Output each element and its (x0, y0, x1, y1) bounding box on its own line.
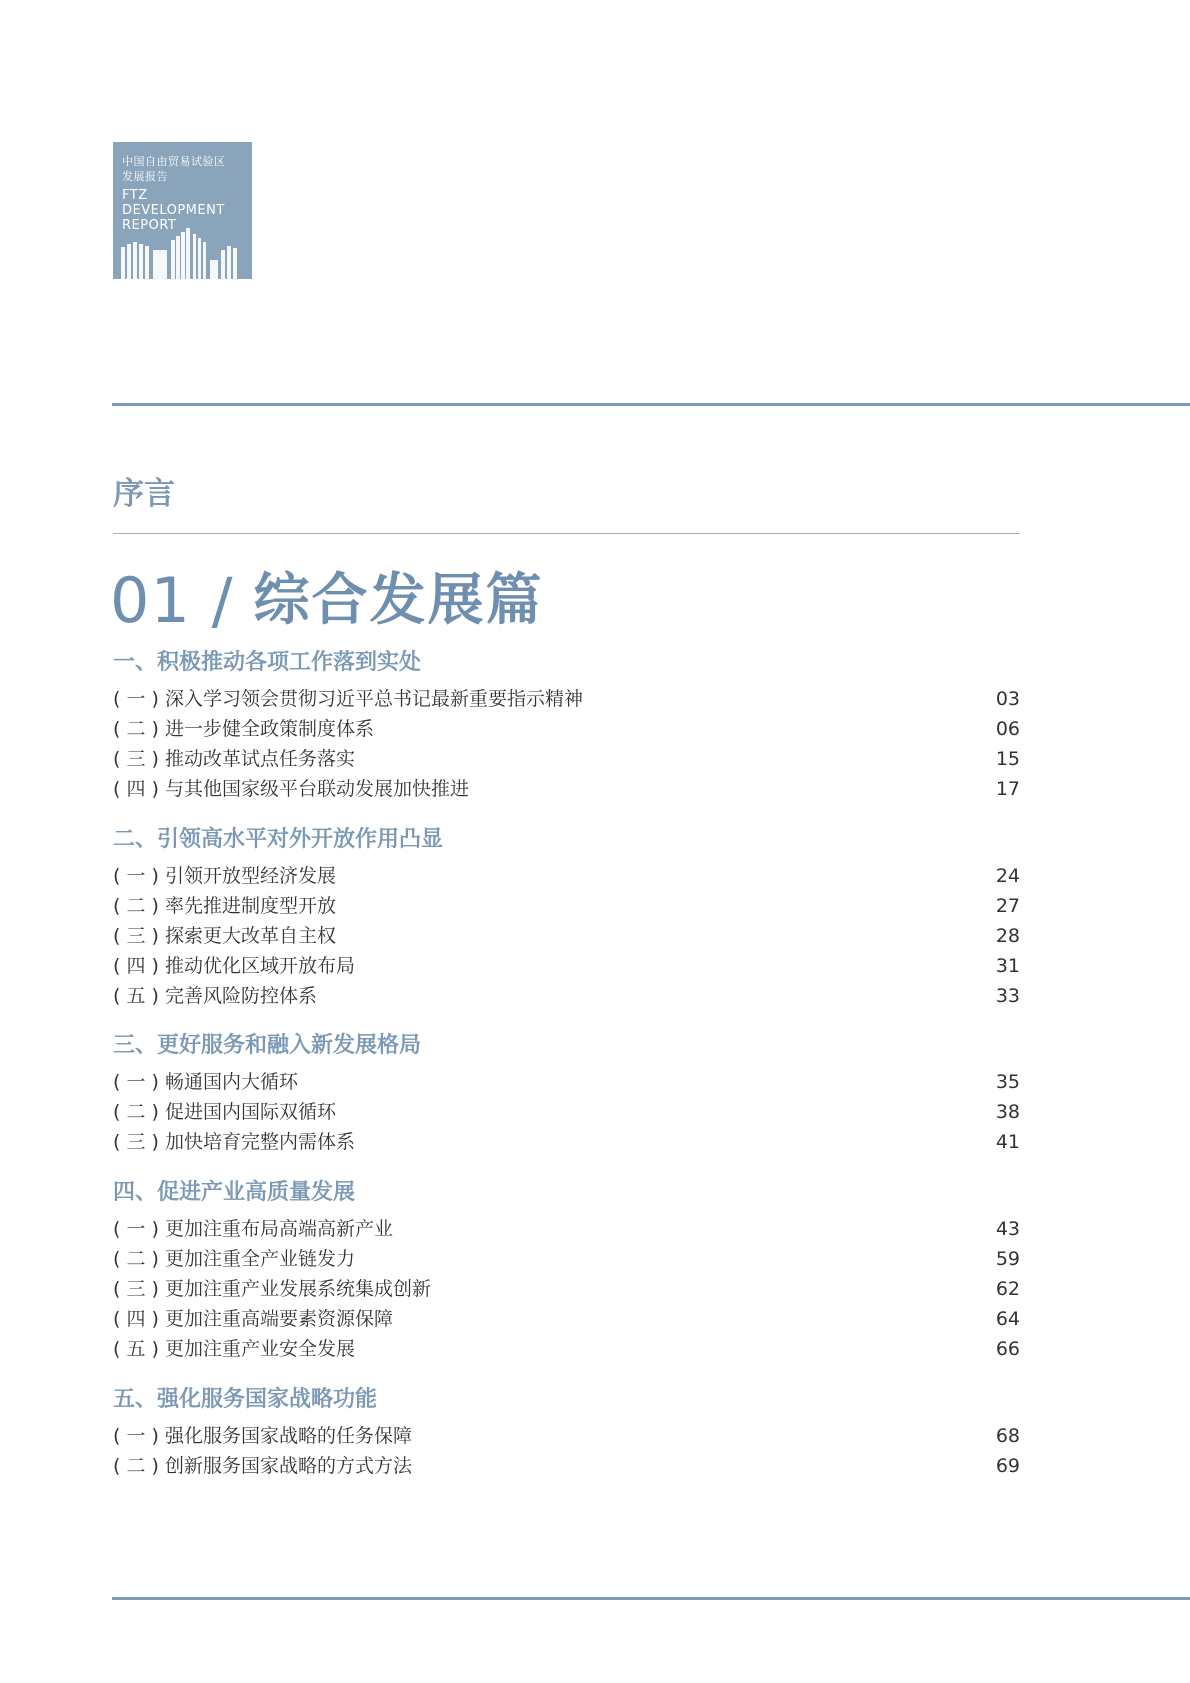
toc-item[interactable] (113, 684, 1020, 714)
toc-item-page: 27 (995, 895, 1020, 917)
toc-item[interactable] (113, 981, 1020, 1011)
report-logo (113, 142, 252, 279)
toc-item-label: ( 一 ) 强化服务国家战略的任务保障 (113, 1425, 412, 1447)
toc-item-label: ( 二 ) 创新服务国家战略的方式方法 (113, 1455, 412, 1477)
toc-item-page: 15 (995, 748, 1020, 770)
toc-item[interactable] (113, 1304, 1020, 1334)
toc-item-label: ( 二 ) 更加注重全产业链发力 (113, 1248, 355, 1270)
toc-item-label: ( 四 ) 推动优化区域开放布局 (113, 955, 355, 977)
toc-item[interactable] (113, 1214, 1020, 1244)
toc-item-page: 03 (995, 688, 1020, 710)
toc-item-page: 28 (995, 925, 1020, 947)
toc-item-page: 38 (995, 1101, 1020, 1123)
toc-item-page: 62 (995, 1278, 1020, 1300)
toc-item-label: ( 五 ) 完善风险防控体系 (113, 985, 317, 1007)
toc-item[interactable] (113, 1451, 1020, 1481)
toc-item-page: 68 (995, 1425, 1020, 1447)
toc-item-label: ( 一 ) 更加注重布局高端高新产业 (113, 1218, 393, 1240)
preface-divider (113, 533, 1020, 534)
chapter-number: 01 / (110, 564, 234, 637)
toc-item-page: 24 (995, 865, 1020, 887)
toc-item-label: ( 三 ) 推动改革试点任务落实 (113, 748, 355, 770)
toc-item-page: 66 (995, 1338, 1020, 1360)
toc-item-page: 31 (995, 955, 1020, 977)
toc-item[interactable] (113, 1067, 1020, 1097)
top-divider (112, 403, 1190, 406)
toc-item[interactable] (113, 1334, 1020, 1364)
bottom-divider (112, 1597, 1190, 1600)
toc-item-label: ( 三 ) 加快培育完整内需体系 (113, 1131, 355, 1153)
chapter-heading (110, 566, 544, 636)
section-title[interactable]: 二、引领高水平对外开放作用凸显 (113, 827, 444, 852)
toc-item-label: ( 四 ) 与其他国家级平台联动发展加快推进 (113, 778, 469, 800)
section-title[interactable]: 五、强化服务国家战略功能 (113, 1387, 378, 1412)
section-title[interactable]: 一、积极推动各项工作落到实处 (113, 650, 422, 675)
toc-item-label: ( 一 ) 引领开放型经济发展 (113, 865, 336, 887)
chapter-title: 综合发展篇 (253, 568, 544, 633)
toc-item[interactable] (113, 861, 1020, 891)
toc-item[interactable] (113, 951, 1020, 981)
toc-item-page: 41 (995, 1131, 1020, 1153)
toc-item-page: 33 (995, 985, 1020, 1007)
toc-item[interactable] (113, 1274, 1020, 1304)
toc-item[interactable] (113, 1127, 1020, 1157)
toc-item[interactable] (113, 774, 1020, 804)
toc-item[interactable] (113, 744, 1020, 774)
toc-item-label: ( 三 ) 探索更大改革自主权 (113, 925, 336, 947)
toc-item-label: ( 一 ) 畅通国内大循环 (113, 1071, 298, 1093)
toc-item-label: ( 二 ) 率先推进制度型开放 (113, 895, 336, 917)
toc-item[interactable] (113, 1421, 1020, 1451)
toc-item-page: 69 (995, 1455, 1020, 1477)
section-title[interactable]: 三、更好服务和融入新发展格局 (113, 1033, 422, 1058)
toc-item[interactable] (113, 1097, 1020, 1127)
toc-item-label: ( 一 ) 深入学习领会贯彻习近平总书记最新重要指示精神 (113, 688, 583, 710)
toc-item-page: 17 (995, 778, 1020, 800)
toc-item-label: ( 五 ) 更加注重产业安全发展 (113, 1338, 355, 1360)
toc-item-page: 43 (995, 1218, 1020, 1240)
toc-item-page: 59 (995, 1248, 1020, 1270)
toc-item-page: 64 (995, 1308, 1020, 1330)
toc-item-label: ( 三 ) 更加注重产业发展系统集成创新 (113, 1278, 431, 1300)
toc-item[interactable] (113, 921, 1020, 951)
preface-link[interactable]: 序言 (113, 476, 175, 512)
section-title[interactable]: 四、促进产业高质量发展 (113, 1180, 356, 1205)
logo-english-title: FTZ DEVELOPMENT REPORT (122, 188, 225, 233)
toc-item-label: ( 四 ) 更加注重高端要素资源保障 (113, 1308, 393, 1330)
toc-item[interactable] (113, 714, 1020, 744)
toc-item-page: 35 (995, 1071, 1020, 1093)
toc-item-page: 06 (995, 718, 1020, 740)
toc-item[interactable] (113, 1244, 1020, 1274)
toc-item[interactable] (113, 891, 1020, 921)
logo-chinese-title: 中国自由贸易试验区 发展报告 (122, 155, 226, 183)
toc-item-label: ( 二 ) 促进国内国际双循环 (113, 1101, 336, 1123)
toc-item-label: ( 二 ) 进一步健全政策制度体系 (113, 718, 374, 740)
